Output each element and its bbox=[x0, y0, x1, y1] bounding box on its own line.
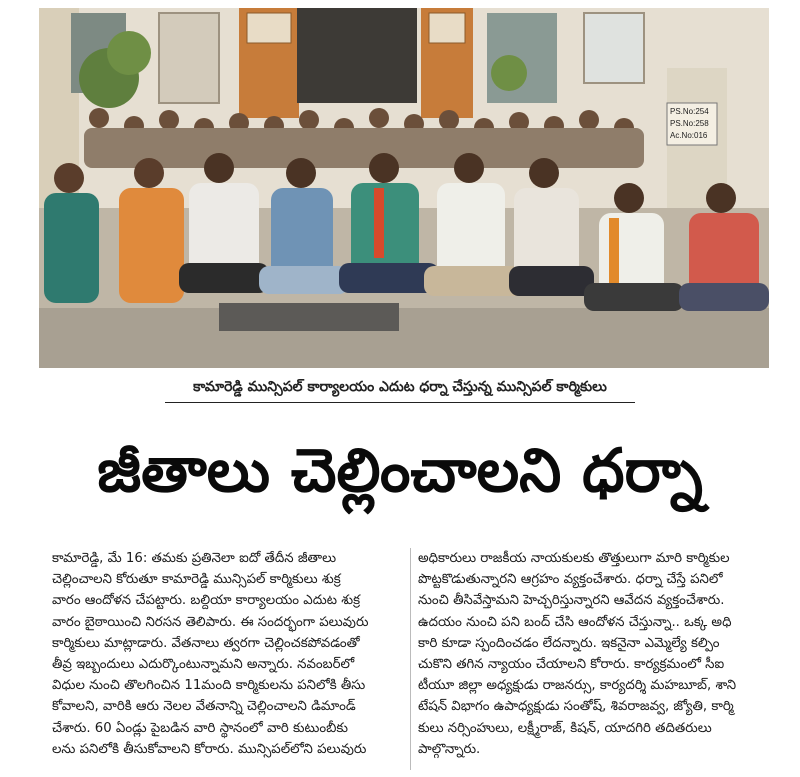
article-line: కామారెడ్డి, మే 16: తమకు ప్రతినెలా ఐదో తేదీన జీతాలు bbox=[52, 551, 337, 566]
news-photo bbox=[39, 8, 769, 368]
photo-caption: కామారెడ్డి మున్సిపల్ కార్యాలయం ఎదుట ధర్నా చేస్తున్న మున్సిపల్ కార్మికులు bbox=[165, 379, 635, 403]
headline: జీతాలు చెల్లించాలని ధర్నా bbox=[97, 436, 703, 506]
sign-ps-254: PS.No:254 bbox=[670, 107, 709, 116]
protest-photo-illustration bbox=[39, 8, 769, 368]
article-line: తీవ్ర ఇబ్బందులు ఎదుర్కొంటున్నామని అన్నారు. నవంబర్‌లో bbox=[52, 657, 355, 673]
article-line: చెల్లించాలని కోరుతూ కామారెడ్డి మున్సిపల్ కార్మికులు శుక్ర bbox=[52, 572, 341, 588]
article-line: విధుల నుంచి తొలగించిన 11మంది కార్మికులను పనిలోకి తీసు bbox=[52, 678, 366, 694]
article-line: వారం ఆందోళన చేపట్టారు. బల్దియా కార్యాలయం ఎదుట శుక్ర bbox=[52, 593, 361, 609]
column-divider bbox=[410, 548, 411, 770]
article-line: కులు నర్సింహులు, లక్ష్మీరాజ్, కిషన్, యాదగిరి తదితరులు bbox=[418, 720, 712, 736]
article-line: అధికారులు రాజకీయ నాయకులకు తొత్తులుగా మారి కార్మికుల bbox=[418, 551, 730, 566]
sign-ac-016: Ac.No:016 bbox=[670, 131, 708, 140]
sign-ps-258: PS.No:258 bbox=[670, 119, 709, 128]
article-line: టీయూ జిల్లా అధ్యక్షుడు రాజనర్సు, కార్యదర్శి మహబూబ్, శాని bbox=[418, 678, 737, 694]
article-line: కారి కూడా స్పందించడం లేదన్నారు. ఇకనైనా ఎమ్మెల్యే కల్పిం bbox=[418, 635, 720, 651]
article-line: ఉదయం నుంచి పని బంద్ చేసి ఆందోళన చేస్తున్నా.. ఒక్క అధి bbox=[418, 614, 732, 630]
article-line: లను పనిలోకి తీసుకోవాలని కోరారు. మున్సిపల్‌లోని పలువురు bbox=[52, 741, 367, 757]
article-line: చేశారు. 60 ఏండ్లు పైబడిన వారి స్థానంలో వారి కుటుంబీకు bbox=[52, 720, 348, 736]
article-line: కార్మికులు మాట్లాడారు. వేతనాలు త్వరగా చెల్లించకపోవడంతో bbox=[52, 635, 360, 651]
article-column-left bbox=[52, 548, 407, 760]
article-line: వారం బైఠాయించి నిరసన తెలిపారు. ఈ సందర్భంగా పలువురు bbox=[52, 614, 369, 630]
article-line: కోవాలని, వారికి ఆరు నెలల వేతనాన్ని చెల్లించాలని డిమాండ్ bbox=[52, 699, 356, 715]
article-line: పాల్గొన్నారు. bbox=[418, 741, 481, 757]
article-line: పొట్టకొడుతున్నారని ఆగ్రహం వ్యక్తంచేశారు. ధర్నా చేస్తే పనిలో bbox=[418, 572, 723, 588]
article-line: నుంచి తీసివేస్తామని హెచ్చరిస్తున్నారని ఆవేదన వ్యక్తంచేశారు. bbox=[418, 593, 725, 609]
article-line: టేషన్ విభాగం ఉపాధ్యక్షుడు సంతోష్, శివరాజవ్వ, జ్యోతి, కార్మి bbox=[418, 699, 734, 715]
article-line: చుకొని తగిన న్యాయం చేయాలని కోరారు. కార్యక్రమంలో సీఐ bbox=[418, 657, 725, 673]
article-column-right bbox=[418, 548, 770, 760]
